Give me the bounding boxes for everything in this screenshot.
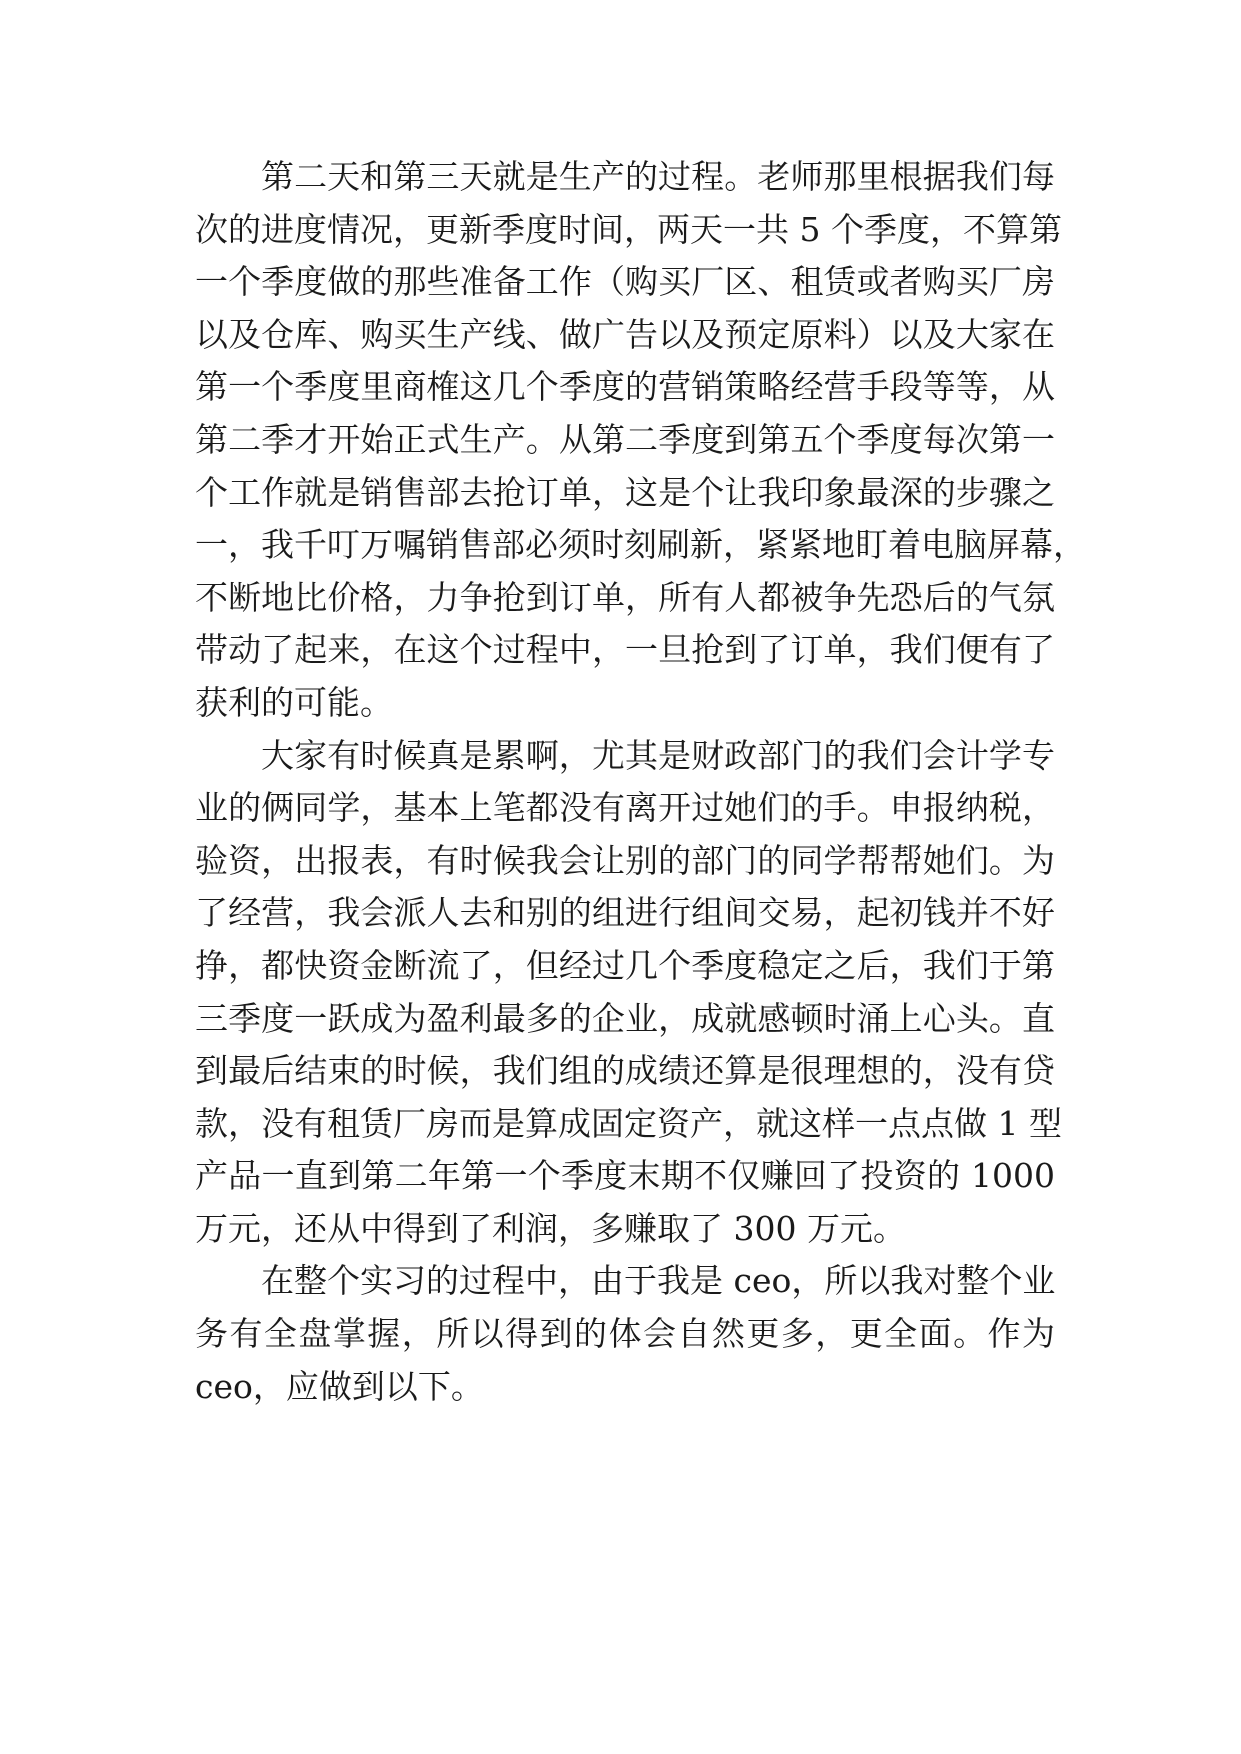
paragraph-3	[195, 1255, 1055, 1413]
text-line: 挣，都快资金断流了，但经过几个季度稳定之后，我们于第	[195, 945, 1055, 985]
text-line: ceo，应做到以下。	[195, 1366, 484, 1406]
text-line: 大家有时候真是累啊，尤其是财政部门的我们会计学专	[261, 735, 1055, 775]
text-line: 务有全盘掌握，所以得到的体会自然更多，更全面。作为	[195, 1314, 1055, 1354]
text-line: 第一个季度里商榷这几个季度的营销策略经营手段等等，从	[195, 367, 1055, 407]
text-line: 次的进度情况，更新季度时间，两天一共 5 个季度，不算第	[195, 209, 1062, 249]
text-line: 款，没有租赁厂房而是算成固定资产，就这样一点点做 1 型	[195, 1103, 1062, 1143]
paragraph-1	[195, 151, 1086, 730]
text-line: 以及仓库、购买生产线、做广告以及预定原料）以及大家在	[195, 314, 1055, 354]
text-line: 第二季才开始正式生产。从第二季度到第五个季度每次第一	[195, 419, 1055, 459]
text-line: 万元，还从中得到了利润，多赚取了 300 万元。	[195, 1208, 906, 1248]
text-line: 一个季度做的那些准备工作（购买厂区、租赁或者购买厂房	[195, 262, 1055, 302]
text-line: 一，我千叮万嘱销售部必须时刻刷新，紧紧地盯着电脑屏幕，	[195, 525, 1086, 565]
text-line: 不断地比价格，力争抢到订单，所有人都被争先恐后的气氛	[195, 577, 1055, 617]
text-line: 验资，出报表，有时候我会让别的部门的同学帮帮她们。为	[195, 840, 1055, 880]
text-line: 第二天和第三天就是生产的过程。老师那里根据我们每	[261, 157, 1055, 196]
text-line: 个工作就是销售部去抢订单，这是个让我印象最深的步骤之	[195, 472, 1055, 512]
text-line: 了经营，我会派人去和别的组进行组间交易，起初钱并不好	[195, 893, 1055, 933]
text-line: 业的俩同学，基本上笔都没有离开过她们的手。申报纳税，	[195, 788, 1055, 828]
paragraph-2	[195, 730, 1062, 1256]
text-line: 获利的可能。	[195, 682, 393, 722]
text-line: 到最后结束的时候，我们组的成绩还算是很理想的，没有贷	[195, 1051, 1055, 1091]
text-line: 产品一直到第二年第一个季度末期不仅赚回了投资的 1000	[195, 1156, 1055, 1196]
text-line: 三季度一跃成为盈利最多的企业，成就感顿时涌上心头。直	[195, 998, 1055, 1038]
text-line: 带动了起来，在这个过程中，一旦抢到了订单，我们便有了	[195, 630, 1055, 670]
body-text	[195, 151, 1086, 1413]
text-line: 在整个实习的过程中，由于我是 ceo，所以我对整个业	[261, 1261, 1056, 1301]
